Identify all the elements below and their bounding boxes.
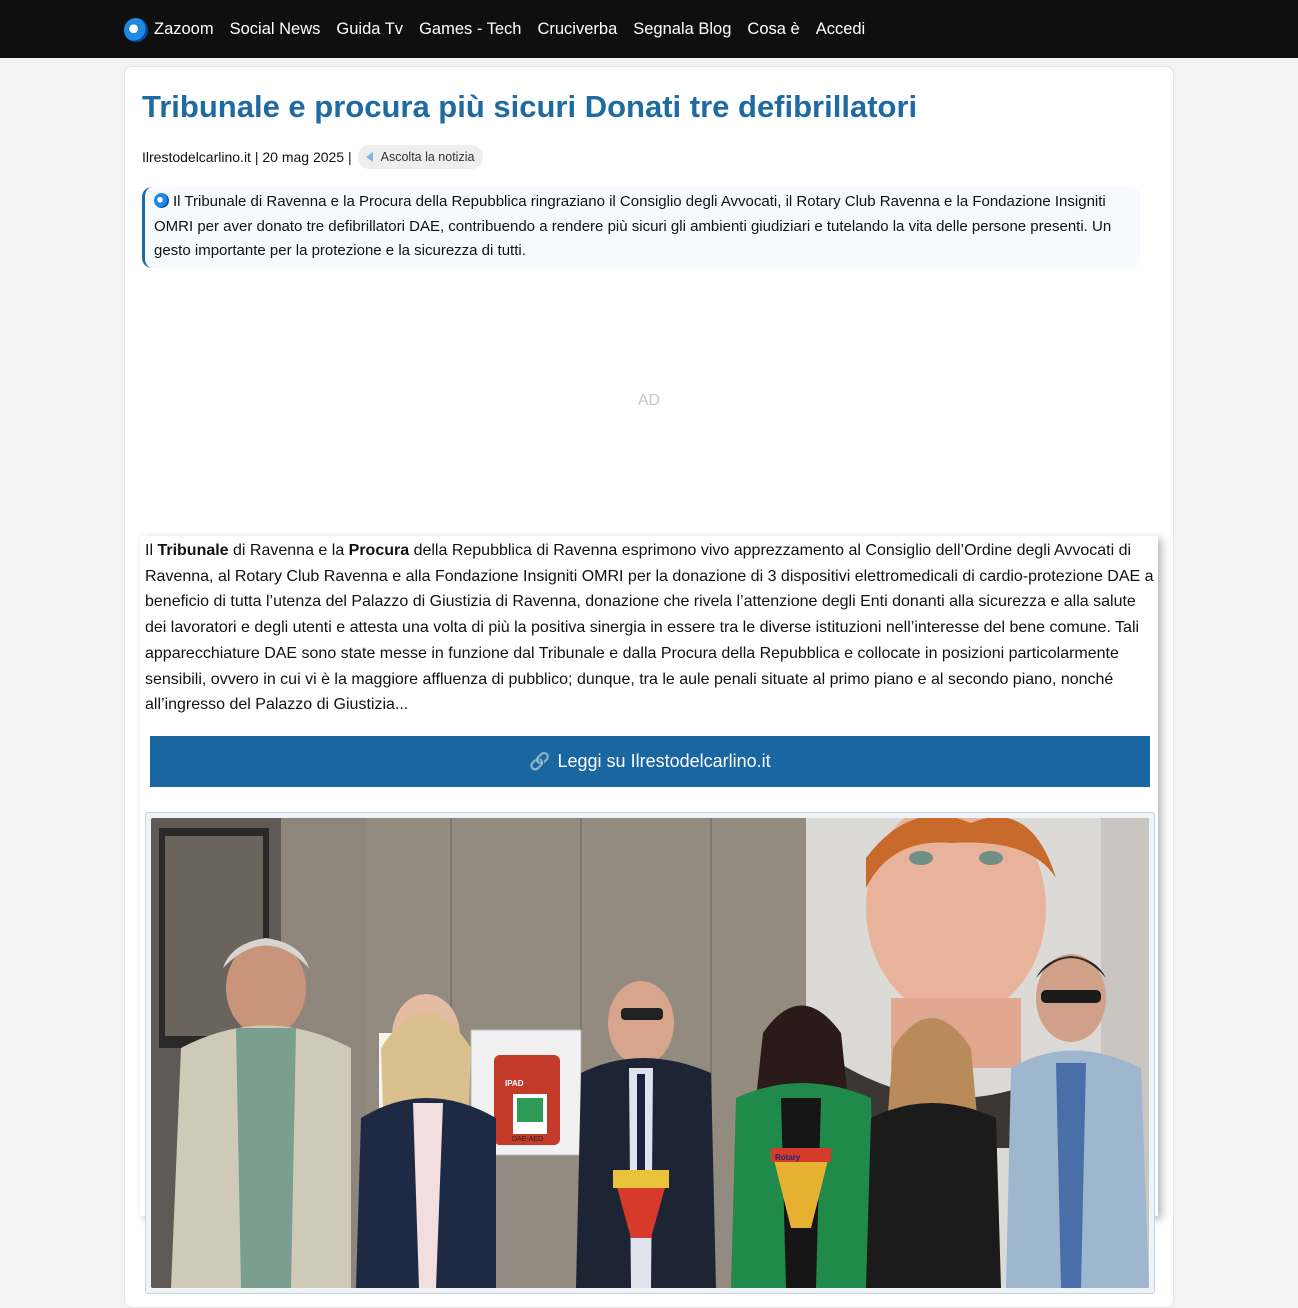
- nav-item-cruciverba[interactable]: Cruciverba: [537, 19, 618, 38]
- article-source: Ilrestodelcarlino.it: [142, 149, 251, 165]
- ad-placeholder: AD: [637, 392, 661, 409]
- pennant-label: Rotary: [775, 1153, 801, 1162]
- read-on-source-button[interactable]: [150, 736, 1150, 787]
- defib-aed-label: DAE-AED: [512, 1136, 544, 1143]
- read-button-label: Leggi su Ilrestodelcarlino.it: [557, 751, 771, 771]
- article-image-frame: [145, 812, 1155, 1294]
- zazoom-logo-icon[interactable]: [124, 18, 148, 42]
- article-body-box: [140, 536, 1158, 1216]
- nav-item-segnala-blog[interactable]: Segnala Blog: [633, 19, 732, 38]
- nav-item-social-news[interactable]: Social News: [229, 19, 321, 38]
- top-navbar: [0, 0, 1298, 58]
- summary-text: Il Tribunale di Ravenna e la Procura della Repubblica ringraziano il Consiglio degli Avvocati, il Rotary Club Ravenna e la Fondazione Insigniti OMRI per aver donato tre defibrillatori DAE, contribuendo a rendere più sicuri gli ambienti giudiziari e tutelando la vita delle persone presenti. Un gesto importante per la protezione e la sicurezza di tutti.: [154, 193, 1112, 259]
- meta-separator: |: [254, 149, 259, 165]
- link-icon: 🔗: [529, 751, 551, 771]
- nav-item-accedi[interactable]: Accedi: [815, 19, 866, 38]
- article-summary: [142, 187, 1140, 268]
- zazoom-logo-icon: [154, 193, 169, 208]
- bold-tribunale: Tribunale: [157, 542, 229, 559]
- nav-item-zazoom[interactable]: Zazoom: [154, 19, 214, 38]
- nav-item-games-tech[interactable]: Games - Tech: [419, 19, 522, 38]
- speaker-icon: [366, 152, 373, 162]
- nav-item-guida-tv[interactable]: Guida Tv: [336, 19, 404, 38]
- bold-procura: Procura: [348, 542, 410, 559]
- listen-label: Ascolta la notizia: [380, 150, 475, 164]
- listen-button[interactable]: [358, 145, 484, 169]
- defib-brand-label: IPAD: [505, 1079, 524, 1088]
- article-title: Tribunale e procura più sicuri Donati tre defibrillatori: [142, 89, 918, 124]
- nav-item-cosa-e[interactable]: Cosa è: [747, 19, 800, 38]
- article-meta: [142, 143, 483, 171]
- article-body: Il Tribunale di Ravenna e la Procura della Repubblica di Ravenna esprimono vivo apprezzamento al Consiglio dell’Ordine degli Avvocati di Ravenna, al Rotary Club Ravenna e alla Fondazione Insigniti OMRI per la donazione di 3 dispositivi elettromedicali di cardio-protezione DAE a beneficio di tutta l’utenza del Palazzo di Giustizia di Ravenna, donazione che rivela l’attenzione degli Enti donanti alla sicurezza e alla salute dei lavoratori e degli utenti e attesta una volta di più la positiva sinergia in essere tra le diverse istituzioni nell’interesse del bene comune. Tali apparecchiature DAE sono state messe in funzione dal Tribunale e dalla Procura della Repubblica e collocate in posizioni particolarmente sensibili, ovvero in cui vi è la maggiore affluenza di pubblico; dunque, tra le aule penali situate al primo piano e al secondo piano, nonché all’ingresso del Palazzo di Giustizia...: [145, 542, 1154, 714]
- article-date: 20 mag 2025: [262, 149, 345, 165]
- meta-separator: |: [347, 149, 352, 165]
- main-nav: [124, 0, 881, 58]
- article-card: [124, 66, 1174, 1308]
- article-photo[interactable]: [151, 818, 1149, 1288]
